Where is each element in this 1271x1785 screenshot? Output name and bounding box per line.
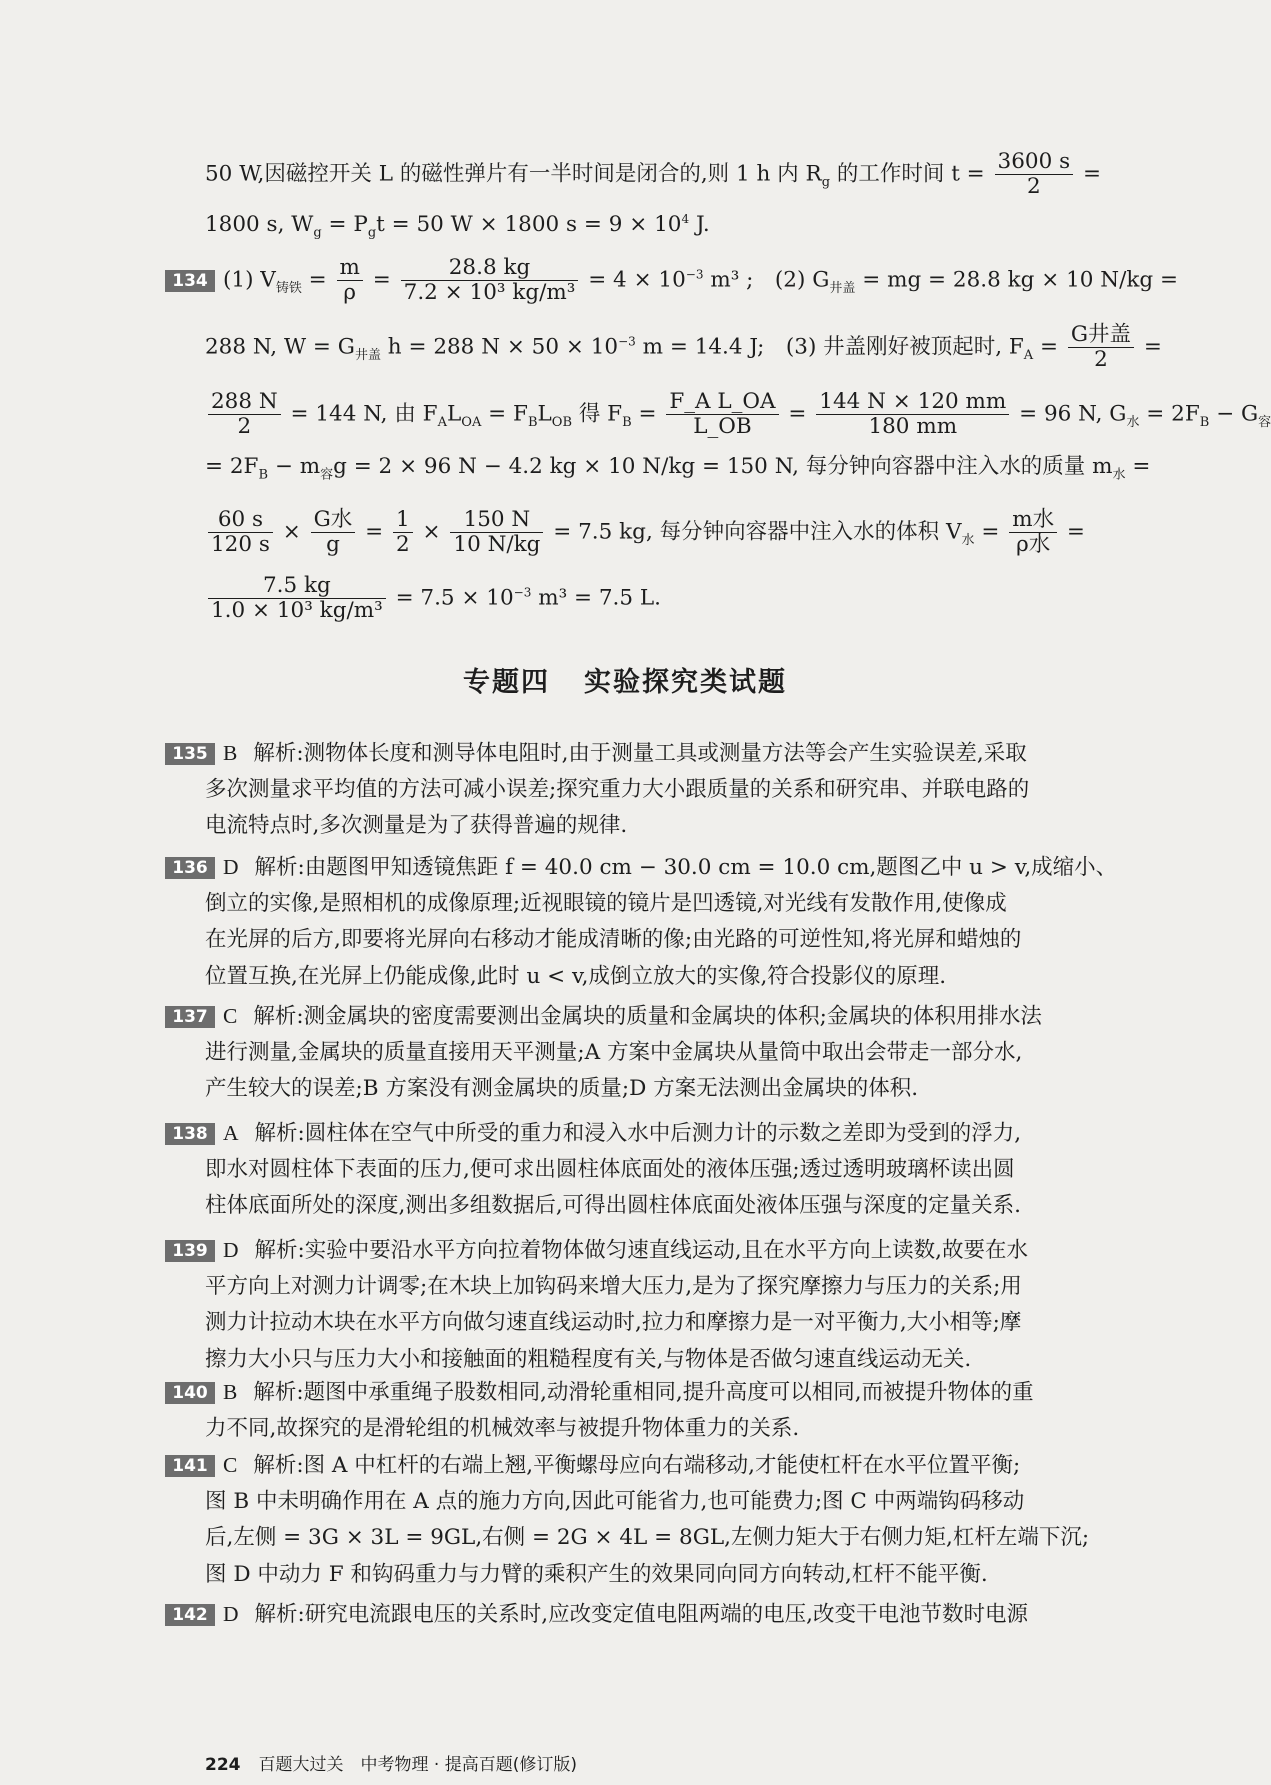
fraction [995,150,1074,199]
denominator: 1.0 × 10³ kg/m³ [208,598,386,623]
fraction [393,508,413,557]
page-number: 224 [205,1755,241,1775]
text: = 96 N, G [1012,401,1127,427]
explanation-text: 擦力大小只与压力大小和接触面的粗糙程度有关,与物体是否做匀速直线运动无关. [205,1346,972,1372]
page-footer [205,1750,577,1775]
fraction [208,390,281,439]
text: = 2F [205,454,259,479]
fraction [1009,508,1057,557]
denominator: ρ [337,280,363,305]
fraction [401,256,579,305]
text: 288 N, W = G [205,334,355,360]
denominator: g [311,532,356,557]
answer-choice: C [223,1004,238,1028]
explanation-text: 后,左侧 = 3G × 3L = 9GL,右侧 = 2G × 4L = 8GL,左侧力矩大于右侧力矩,杠杆左端下沉; [205,1525,1090,1550]
fraction [816,390,1009,439]
text: 50 W,因磁控开关 L 的磁性弹片有一半时间是闭合的,则 1 h 内 R [205,161,822,187]
solution-133-line1 [205,150,1135,199]
subscript: B [1199,414,1210,430]
subscript: 井盖 [829,280,856,296]
denominator: 120 s [208,532,273,557]
explanation-text: 进行测量,金属块的质量直接用天平测量;A 方案中金属块从量筒中取出会带走一部分水, [205,1039,1023,1065]
text: m³ ; (2) G [703,267,830,293]
subscript: A [1023,347,1034,363]
denominator: 7.2 × 10³ kg/m³ [401,280,579,305]
answer-line [205,775,1135,805]
solution-134-line1 [165,255,1178,305]
subscript: 容 [1258,414,1271,430]
explanation-text: 解析:题图中承重绳子股数相同,动滑轮重相同,提升高度可以相同,而被提升物体的重 [253,1380,1034,1405]
answer-choice: D [223,1238,239,1262]
text: = 4 × 10 [581,267,686,293]
explanation-text: 解析:圆柱体在空气中所受的重力和浸入水中后测力计的示数之差即为受到的浮力, [254,1121,1022,1146]
answer-line [165,738,1095,769]
denominator: 2 [1068,347,1134,372]
text: g = 2 × 96 N − 4.2 kg × 10 N/kg = 150 N, 每分钟向容器中注入水的质量 m [333,454,1113,479]
numerator: 1 [396,507,410,532]
numerator: 28.8 kg [448,255,531,280]
answer-choice: D [223,855,239,879]
subscript: B [527,414,538,430]
explanation-text: 解析:由题图甲知透镜焦距 f = 40.0 cm − 30.0 cm = 10.0 cm,题图乙中 u > v,成缩小、 [254,855,1118,880]
solution-134-line5 [205,508,1135,557]
answer-line [205,1560,1135,1590]
denominator: 10 N/kg [450,532,543,557]
answer-choice: B [223,1380,238,1404]
text: = [1033,334,1059,360]
text: h = 288 N × 50 × 10 [380,334,619,360]
solution-134-line3 [205,389,1271,439]
explanation-text: 柱体底面所处的深度,测出多组数据后,可得出圆柱体底面处液体压强与深度的定量关系. [205,1193,1022,1218]
numerator: F_A L_OA [669,389,776,414]
numerator: m水 [1012,507,1055,532]
text: m = 14.4 J; (3) 井盖刚好被顶起时, F [635,334,1024,360]
text: = 2F [1139,401,1200,427]
answer-line [205,1074,1135,1104]
text: = [365,267,391,293]
explanation-text: 即水对圆柱体下表面的压力,便可求出圆柱体底面处的液体压强;透过透明玻璃杯读出圆 [205,1156,1015,1182]
denominator: 2 [995,174,1074,199]
text: 得 F [572,401,623,427]
book-title: 百题大过关 中考物理 · 提高百题(修订版) [258,1755,577,1775]
answer-line [205,1487,1135,1517]
answer-line [165,1599,1095,1630]
text: = [1125,454,1151,479]
answer-line [205,925,1135,955]
subscript: g [313,225,322,241]
solution-134-line6 [205,574,1135,623]
explanation-text: 电流特点时,多次测量是为了获得普遍的规律. [205,813,628,838]
fraction [311,508,356,557]
answer-line [205,1345,1135,1375]
answer-choice: A [223,1121,239,1145]
text: − G [1209,401,1259,427]
answer-line [165,1001,1095,1032]
solution-133-line2 [205,204,1135,248]
superscript: −3 [618,334,636,349]
subscript: B [622,414,632,430]
answer-line [205,889,1135,919]
question-number-badge: 138 [165,1123,215,1145]
numerator: 3600 s [997,149,1071,174]
question-number-badge: 136 [165,857,215,879]
text: = 7.5 × 10 [388,585,514,611]
explanation-text: 产生较大的误差;B 方案没有测金属块的质量;D 方案无法测出金属块的体积. [205,1076,919,1101]
text: = [358,519,384,545]
denominator: 2 [393,532,413,557]
text: J. [689,212,710,238]
question-number-badge: 141 [165,1455,215,1477]
subscript: 铸铁 [275,280,302,296]
fraction [666,390,778,439]
text: = 144 N, 由 F [283,401,438,427]
denominator: 180 mm [816,414,1009,439]
answer-line [205,1523,1135,1553]
section-heading: 实验探究类试题 [584,667,787,698]
text: − m [268,454,321,479]
denominator: 2 [208,414,281,439]
explanation-text: 平方向上对测力计调零;在木块上加钩码来增大压力,是为了探究摩擦力与压力的关系;用 [205,1273,1022,1299]
question-number-badge: 142 [165,1604,215,1626]
question-number-badge: 135 [165,743,215,765]
answer-line [205,1272,1135,1302]
superscript: −3 [685,267,704,282]
fraction [450,508,543,557]
explanation-text: 多次测量求平均值的方法可减小误差;探究重力大小跟质量的关系和研究串、并联电路的 [205,776,1030,802]
denominator: L_OB [666,414,778,439]
fraction [208,508,273,557]
explanation-text: 解析:实验中要沿水平方向拉着物体做匀速直线运动,且在水平方向上读数,故要在水 [254,1238,1028,1263]
text: m³ = 7.5 L. [531,585,662,611]
explanation-text: 力不同,故探究的是滑轮组的机械效率与被提升物体重力的关系. [205,1415,800,1441]
numerator: 7.5 kg [262,573,331,598]
text: = [1060,519,1085,545]
numerator: 60 s [217,507,264,532]
answer-line [205,962,1135,992]
question-number-badge: 137 [165,1006,215,1028]
text: L [447,401,462,427]
explanation-text: 位置互换,在光屏上仍能成像,此时 u < v,成倒立放大的实像,符合投影仪的原理. [205,963,947,989]
answer-line [165,1118,1095,1149]
answer-line [165,1377,1095,1408]
solution-134-line2 [205,322,1162,372]
answer-line [165,1235,1095,1266]
explanation-text: 解析:测物体长度和测导体电阻时,由于测量工具或测量方法等会产生实验误差,采取 [253,741,1027,766]
answer-line [205,1155,1135,1185]
explanation-text: 解析:图 A 中杠杆的右端上翘,平衡螺母应向右端移动,才能使杠杆在水平位置平衡; [253,1453,1021,1478]
numerator: 288 N [211,389,278,414]
text: L [537,401,552,427]
text: = [301,267,327,293]
subscript: OB [551,414,572,430]
answer-line [205,1038,1135,1068]
fraction [1068,323,1134,372]
explanation-text: 在光屏的后方,即要将光屏向右移动才能成清晰的像;由光路的可逆性知,将光屏和蜡烛的 [205,927,1022,952]
subscript: 容 [320,467,334,483]
text: = [1076,161,1101,187]
superscript: 4 [681,212,690,226]
question-number-badge: 134 [165,270,215,292]
text: × [415,519,441,545]
explanation-text: 图 D 中动力 F 和钩码重力与力臂的乘积产生的效果同向同方向转动,杠杆不能平衡. [205,1561,988,1587]
text: = [974,519,1000,545]
denominator: ρ水 [1009,532,1057,557]
question-number-badge: 140 [165,1382,215,1404]
subscript: OA [461,414,482,430]
answer-line [165,852,1118,883]
numerator: m [339,255,360,280]
explanation-text: 解析:研究电流跟电压的关系时,应改变定值电阻两端的电压,改变干电池节数时电源 [254,1602,1028,1627]
solution-134-line4 [205,452,1151,490]
subscript: 水 [1112,467,1126,483]
text: = [631,401,657,427]
text: 的工作时间 t = [830,161,985,187]
text: t = 50 W × 1800 s = 9 × 10 [376,212,682,238]
numerator: 150 N [463,507,531,532]
answer-line [205,1308,1135,1338]
section-title [0,660,1250,699]
text: × [275,519,301,545]
subscript: 水 [1126,414,1140,430]
subscript: 井盖 [354,347,381,363]
section-label: 专题四 [463,667,550,698]
text: = [1137,334,1162,360]
explanation-text: 测力计拉动木块在水平方向做匀速直线运动时,拉力和摩擦力是一对平衡力,大小相等;摩 [205,1310,1022,1335]
subscript: A [437,414,447,430]
subscript: B [258,467,269,483]
text: = mg = 28.8 kg × 10 N/kg = [855,267,1178,293]
numerator: G水 [313,507,353,532]
answer-line [205,811,1135,841]
answer-choice: C [223,1453,238,1477]
numerator: 144 N × 120 mm [819,389,1007,414]
text: = [781,401,807,427]
subscript: 水 [961,532,975,548]
text: 1800 s, W [205,212,314,238]
explanation-text: 倒立的实像,是照相机的成像原理;近视眼镜的镜片是凹透镜,对光线有发散作用,使像成 [205,890,1007,916]
fraction [337,256,363,305]
text: = P [321,212,368,238]
answer-choice: D [223,1602,239,1626]
answer-choice: B [223,741,238,765]
subscript: g [367,225,377,241]
text: = F [481,401,528,427]
answer-line [165,1450,1095,1481]
superscript: −3 [513,585,532,600]
answer-line [205,1191,1135,1221]
subscript: g [821,174,831,190]
question-number-badge: 139 [165,1240,215,1262]
explanation-text: 解析:测金属块的密度需要测出金属块的质量和金属块的体积;金属块的体积用排水法 [253,1004,1042,1029]
numerator: G井盖 [1070,322,1132,347]
explanation-text: 图 B 中未明确作用在 A 点的施力方向,因此可能省力,也可能费力;图 C 中两端钩码移动 [205,1488,1025,1514]
answer-line [205,1414,1135,1444]
text: = 7.5 kg, 每分钟向容器中注入水的体积 V [546,519,962,545]
text: (1) V [223,267,276,293]
fraction [208,574,386,623]
